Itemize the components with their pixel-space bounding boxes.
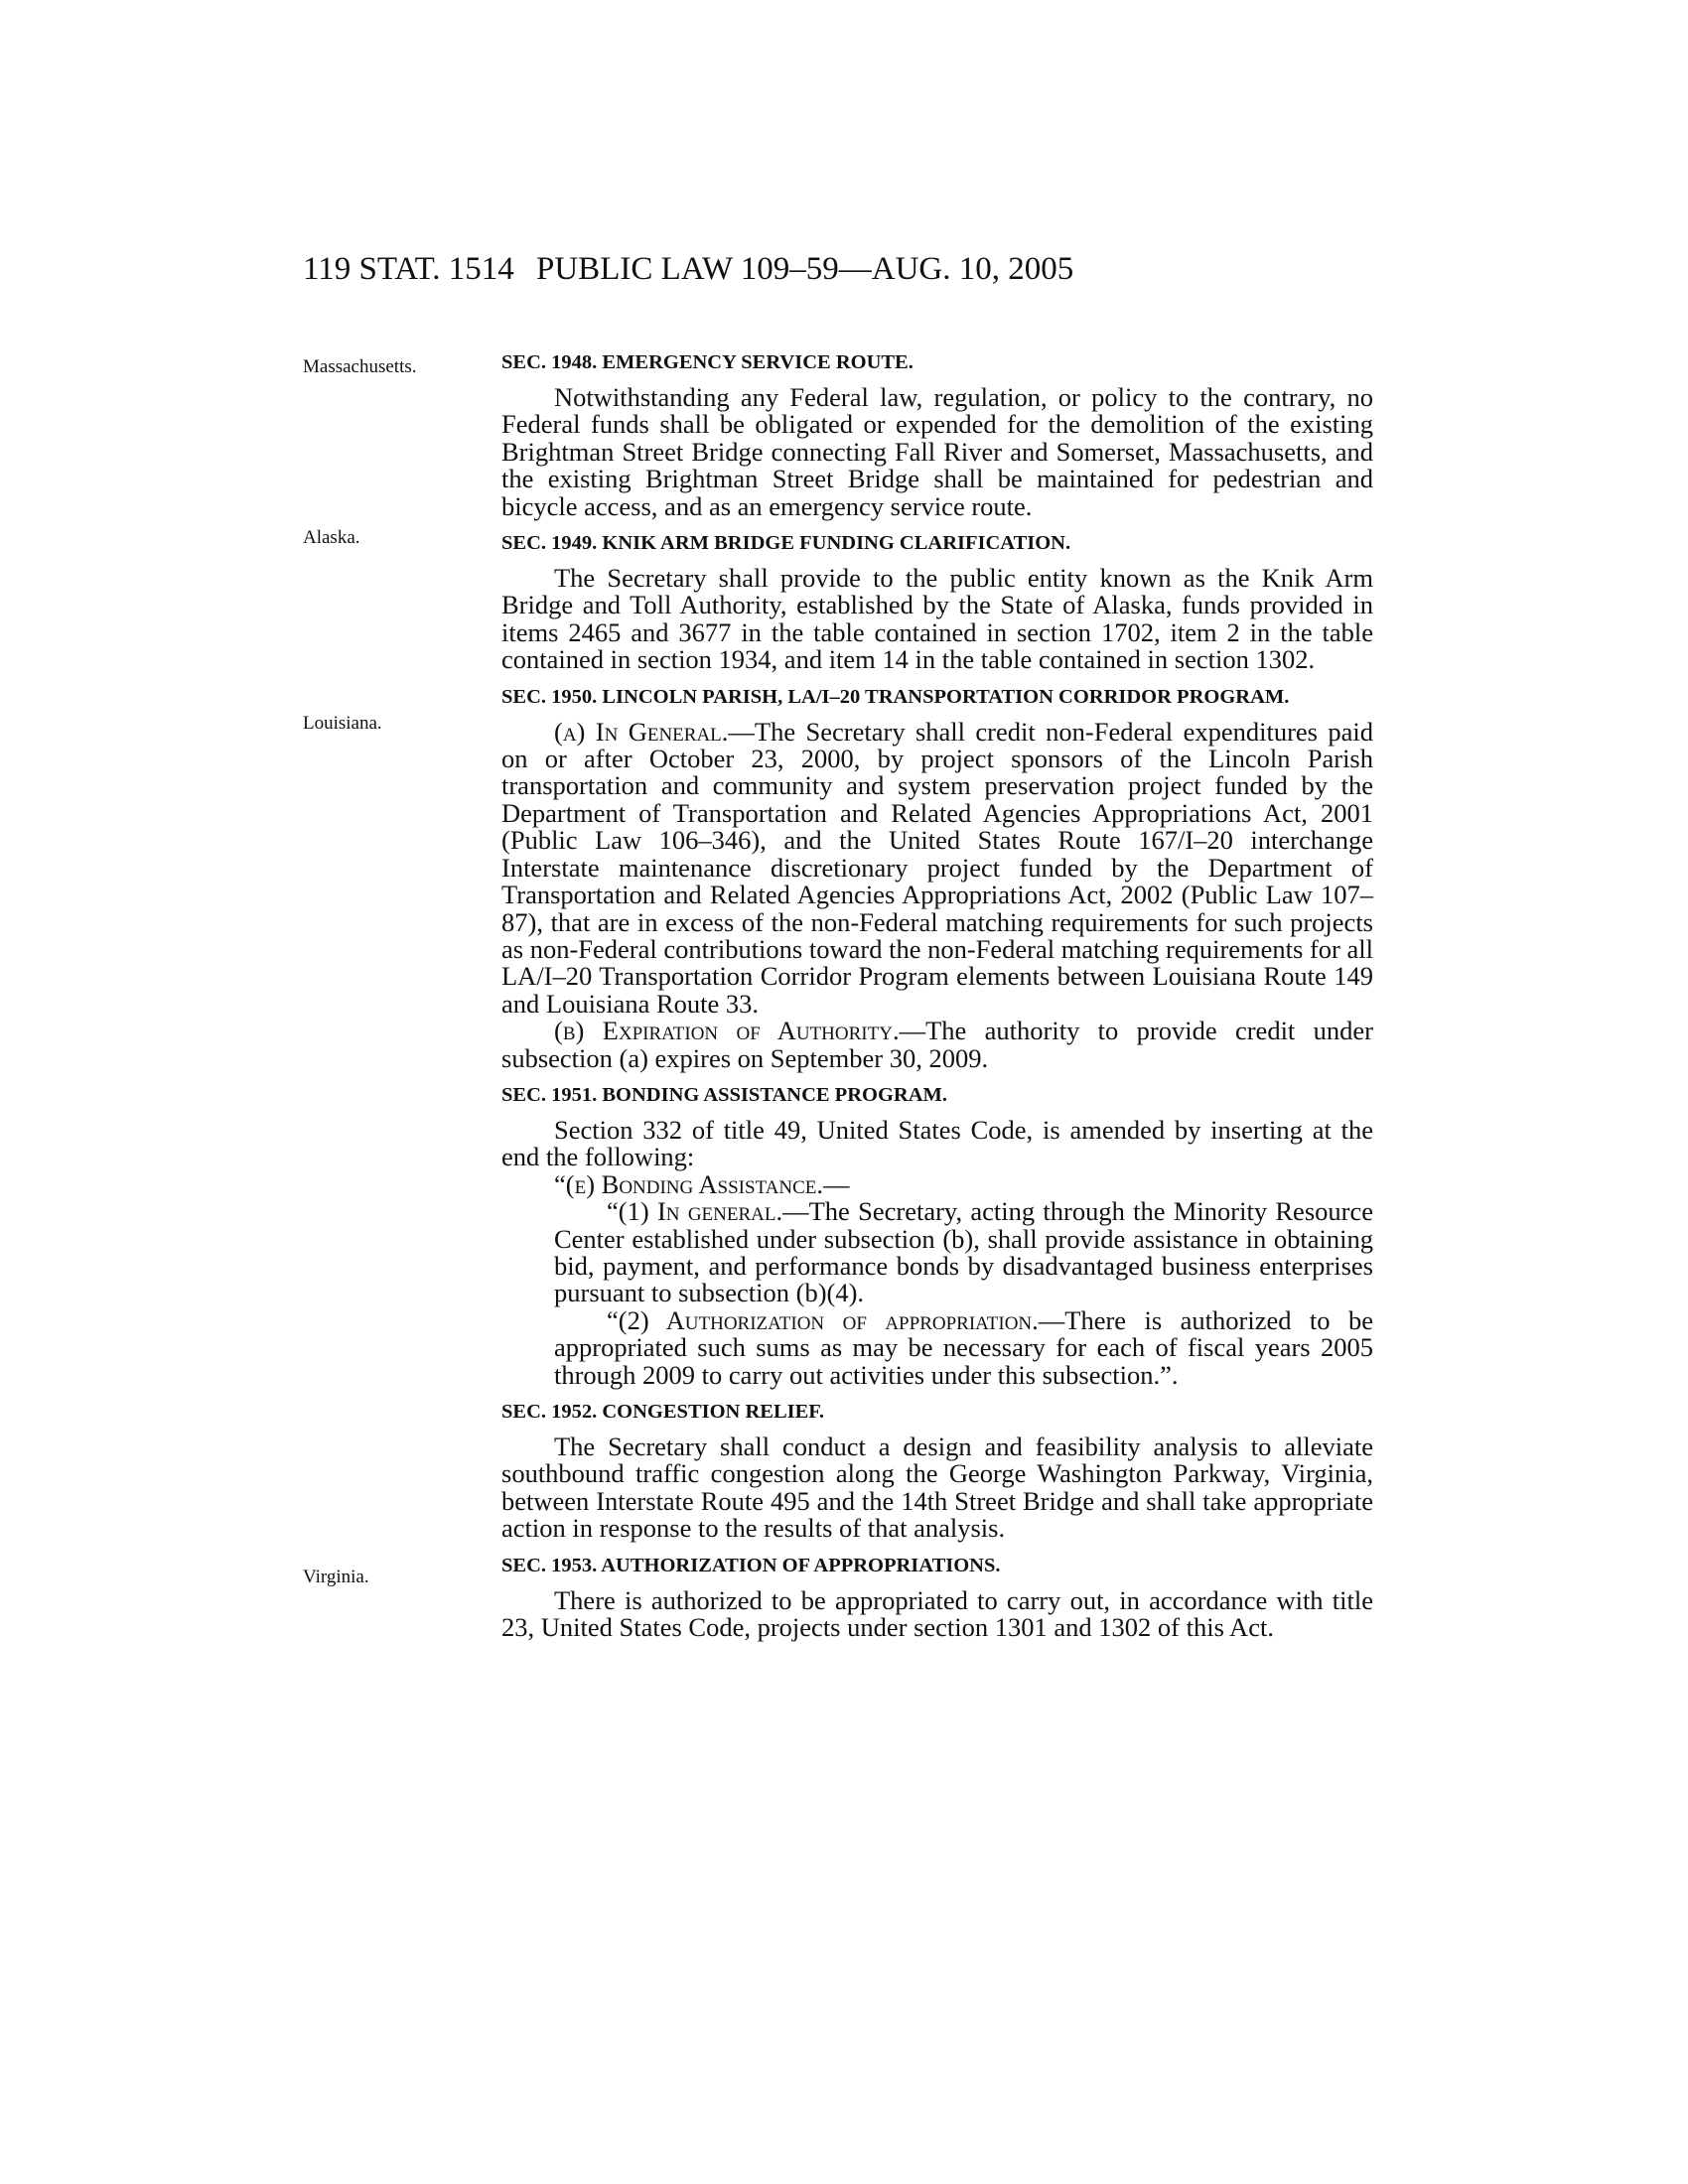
section-1948-text: Notwithstanding any Federal law, regulation, or policy to the contrary, no Federal funds shall be obligated or expended for the demolition of the existing Brightman Street Bridge connecting Fall River and Somerset, Massachusetts, and the existing Brightman Street Bridge shall be maintained for pedestrian and bicycle access, and as an emergency service route.: [501, 382, 1373, 521]
margin-note-louisiana: Louisiana.: [303, 713, 382, 734]
section-1951-paragraph-2: [501, 1304, 1373, 1390]
paragraph-1-text: —The Secretary, acting through the Minority Resource Center established under subsection (b), shall provide assistance in obtaining bid, payment, and performance bonds by disadvantaged business enterprises pursuant to subsection (b)(4).: [554, 1196, 1373, 1308]
section-1952-text: The Secretary shall conduct a design and feasibility analysis to alleviate southbound traffic congestion along the George Washington Parkway, Virginia, between Interstate Route 495 and the 14th Street Bridge and shall take appropriate action in response to the results of that analysis.: [501, 1432, 1373, 1544]
section-1949-heading: SEC. 1949. KNIK ARM BRIDGE FUNDING CLARIFICATION.: [501, 532, 1071, 555]
subsection-b-text: —The authority to provide credit under subsection (a) expires on September 30, 2009.: [501, 1016, 1373, 1073]
section-1951-paragraph-1: [501, 1198, 1373, 1307]
public-law-title: PUBLIC LAW 109–59—AUG. 10, 2005: [536, 251, 1074, 287]
section-1951-intro: Section 332 of title 49, United States Code, is amended by inserting at the end the following:: [501, 1114, 1373, 1172]
stat-citation: 119 STAT. 1514: [303, 251, 514, 287]
subsection-a-text: —The Secretary shall credit non-Federal expenditures paid on or after October 23, 2000, by project sponsors of the Lincoln Parish transportation and community and system preservation project funded by the Department of Transportation and Related Agencies Appropriations Act, 2001 (Public Law 106–346), and the United States Route 167/I–20 interchange Interstate maintenance discretionary project funded by the Department of Transportation and Related Agencies Appropriations Act, 2002 (Public Law 107–87), that are in excess of the non-Federal matching requirements for such projects as non-Federal contributions toward the non-Federal matching requirements for all LA/I–20 Transportation Corridor Program elements between Louisiana Route 149 and Louisiana Route 33.: [501, 716, 1373, 1019]
section-1950-subsection-b: [501, 1018, 1373, 1072]
paragraph-2-label: “(2) Authorization of appropriation.: [607, 1304, 1039, 1335]
section-1951-heading: SEC. 1951. BONDING ASSISTANCE PROGRAM.: [501, 1083, 947, 1106]
body-text: [501, 350, 1373, 1641]
section-1950-heading: SEC. 1950. LINCOLN PARISH, LA/I–20 TRANSPORTATION CORRIDOR PROGRAM.: [501, 685, 1290, 708]
section-1953-heading: SEC. 1953. AUTHORIZATION OF APPROPRIATIONS.: [501, 1554, 1001, 1576]
subsection-a-label: (a) In General.: [554, 716, 729, 747]
running-header: [303, 246, 1395, 292]
section-1953-text: There is authorized to be appropriated to carry out, in accordance with title 23, United States Code, projects under section 1301 and 1302 of this Act.: [501, 1584, 1373, 1643]
paragraph-1-label: “(1) In general.: [607, 1196, 783, 1227]
section-1950-subsection-a: [501, 716, 1373, 1019]
margin-note-virginia: Virginia.: [303, 1567, 369, 1587]
section-1951-e-heading: “(e) Bonding Assistance.—: [554, 1168, 850, 1199]
section-1948-heading: SEC. 1948. EMERGENCY SERVICE ROUTE.: [501, 351, 914, 373]
section-1952-heading: SEC. 1952. CONGESTION RELIEF.: [501, 1401, 825, 1423]
paragraph-2-text: —There is authorized to be appropriated such sums as may be necessary for each of fiscal years 2005 through 2009 to carry out activities under this subsection.”.: [554, 1304, 1373, 1390]
margin-note-alaska: Alaska.: [303, 527, 360, 548]
subsection-b-label: (b) Expiration of Authority.: [554, 1016, 900, 1046]
section-1949-text: The Secretary shall provide to the public entity known as the Knik Arm Bridge and Toll Authority, established by the State of Alaska, funds provided in items 2465 and 3677 in the table contained in section 1702, item 2 in the table contained in section 1934, and item 14 in the table contained in section 1302.: [501, 563, 1373, 675]
margin-note-massachusetts: Massachusetts.: [303, 356, 417, 377]
